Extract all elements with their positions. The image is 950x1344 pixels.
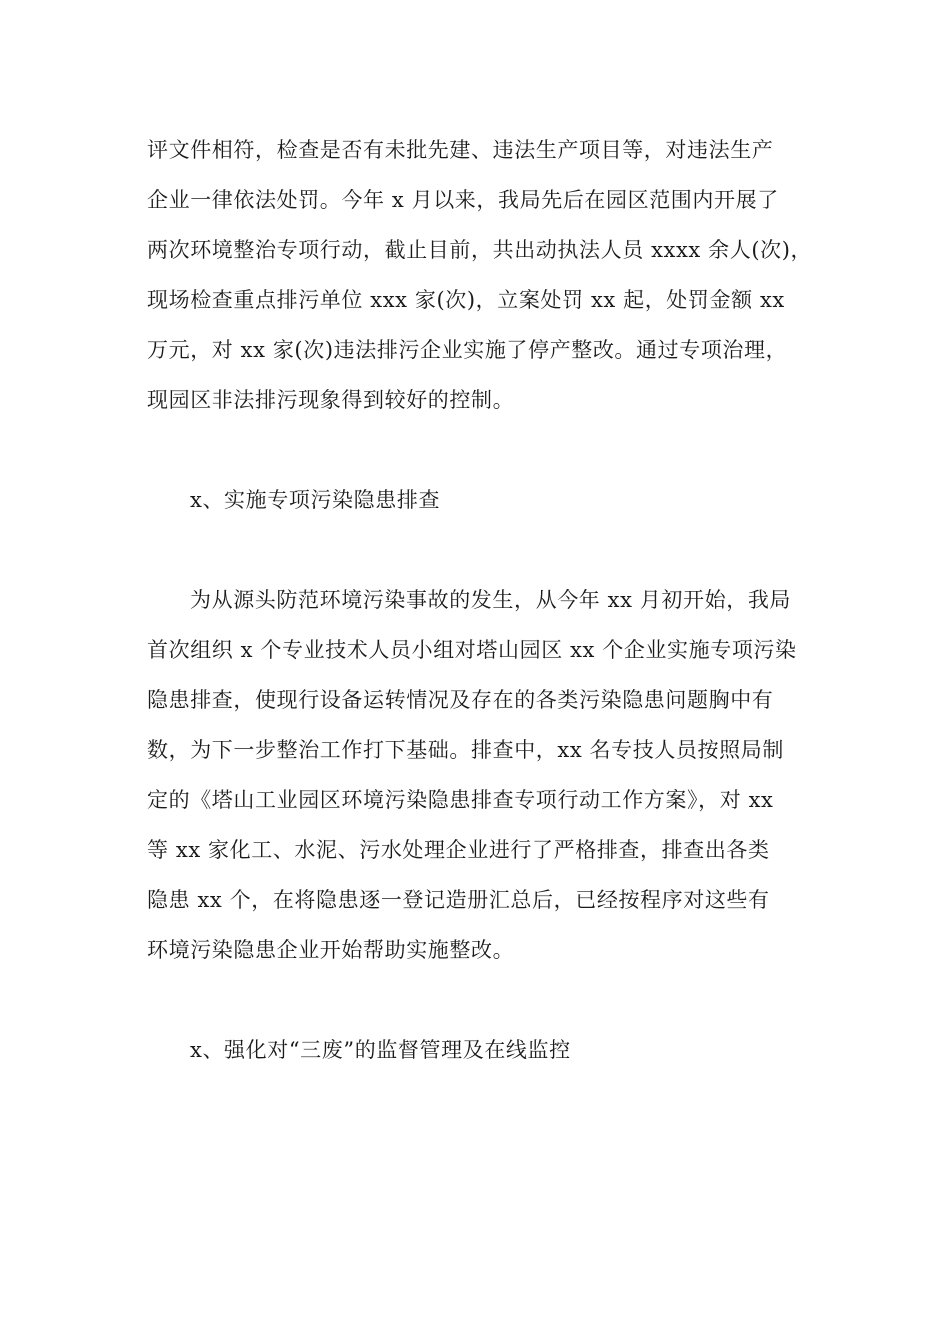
text-line: 企业一律依法处罚。今年 x 月以来，我局先后在园区范围内开展了 bbox=[147, 188, 779, 212]
text-line: 隐患 xx 个，在将隐患逐一登记造册汇总后，已经按程序对这些有 bbox=[147, 888, 770, 912]
section-heading-hazard-inspection: x、实施专项污染隐患排查 bbox=[190, 488, 441, 512]
text-line: 万元，对 xx 家(次)违法排污企业实施了停产整改。通过专项治理， bbox=[147, 338, 788, 362]
text-line: 环境污染隐患企业开始帮助实施整改。 bbox=[147, 938, 515, 962]
text-line: 现场检查重点排污单位 xxx 家(次)，立案处罚 xx 起，处罚金额 xx bbox=[147, 288, 785, 312]
section-heading-waste-monitoring: x、强化对“三废”的监督管理及在线监控 bbox=[190, 1038, 571, 1062]
text-line: 等 xx 家化工、水泥、污水处理企业进行了严格排查，排查出各类 bbox=[147, 838, 770, 862]
text-line: 数，为下一步整治工作打下基础。排查中，xx 名专技人员按照局制 bbox=[147, 738, 784, 762]
text-line: 定的《塔山工业园区环境污染隐患排查专项行动工作方案》，对 xx bbox=[147, 788, 774, 812]
text-line: 隐患排查，使现行设备运转情况及存在的各类污染隐患问题胸中有 bbox=[147, 688, 774, 712]
text-line: 两次环境整治专项行动，截止目前，共出动执法人员 xxxx 余人(次)， bbox=[147, 238, 813, 262]
text-line: 为从源头防范环境污染事故的发生，从今年 xx 月初开始，我局 bbox=[190, 588, 792, 612]
text-line: 首次组织 x 个专业技术人员小组对塔山园区 xx 个企业实施专项污染 bbox=[147, 638, 797, 662]
text-line: 现园区非法排污现象得到较好的控制。 bbox=[147, 388, 515, 412]
text-line: 评文件相符，检查是否有未批先建、违法生产项目等，对违法生产 bbox=[147, 138, 774, 162]
